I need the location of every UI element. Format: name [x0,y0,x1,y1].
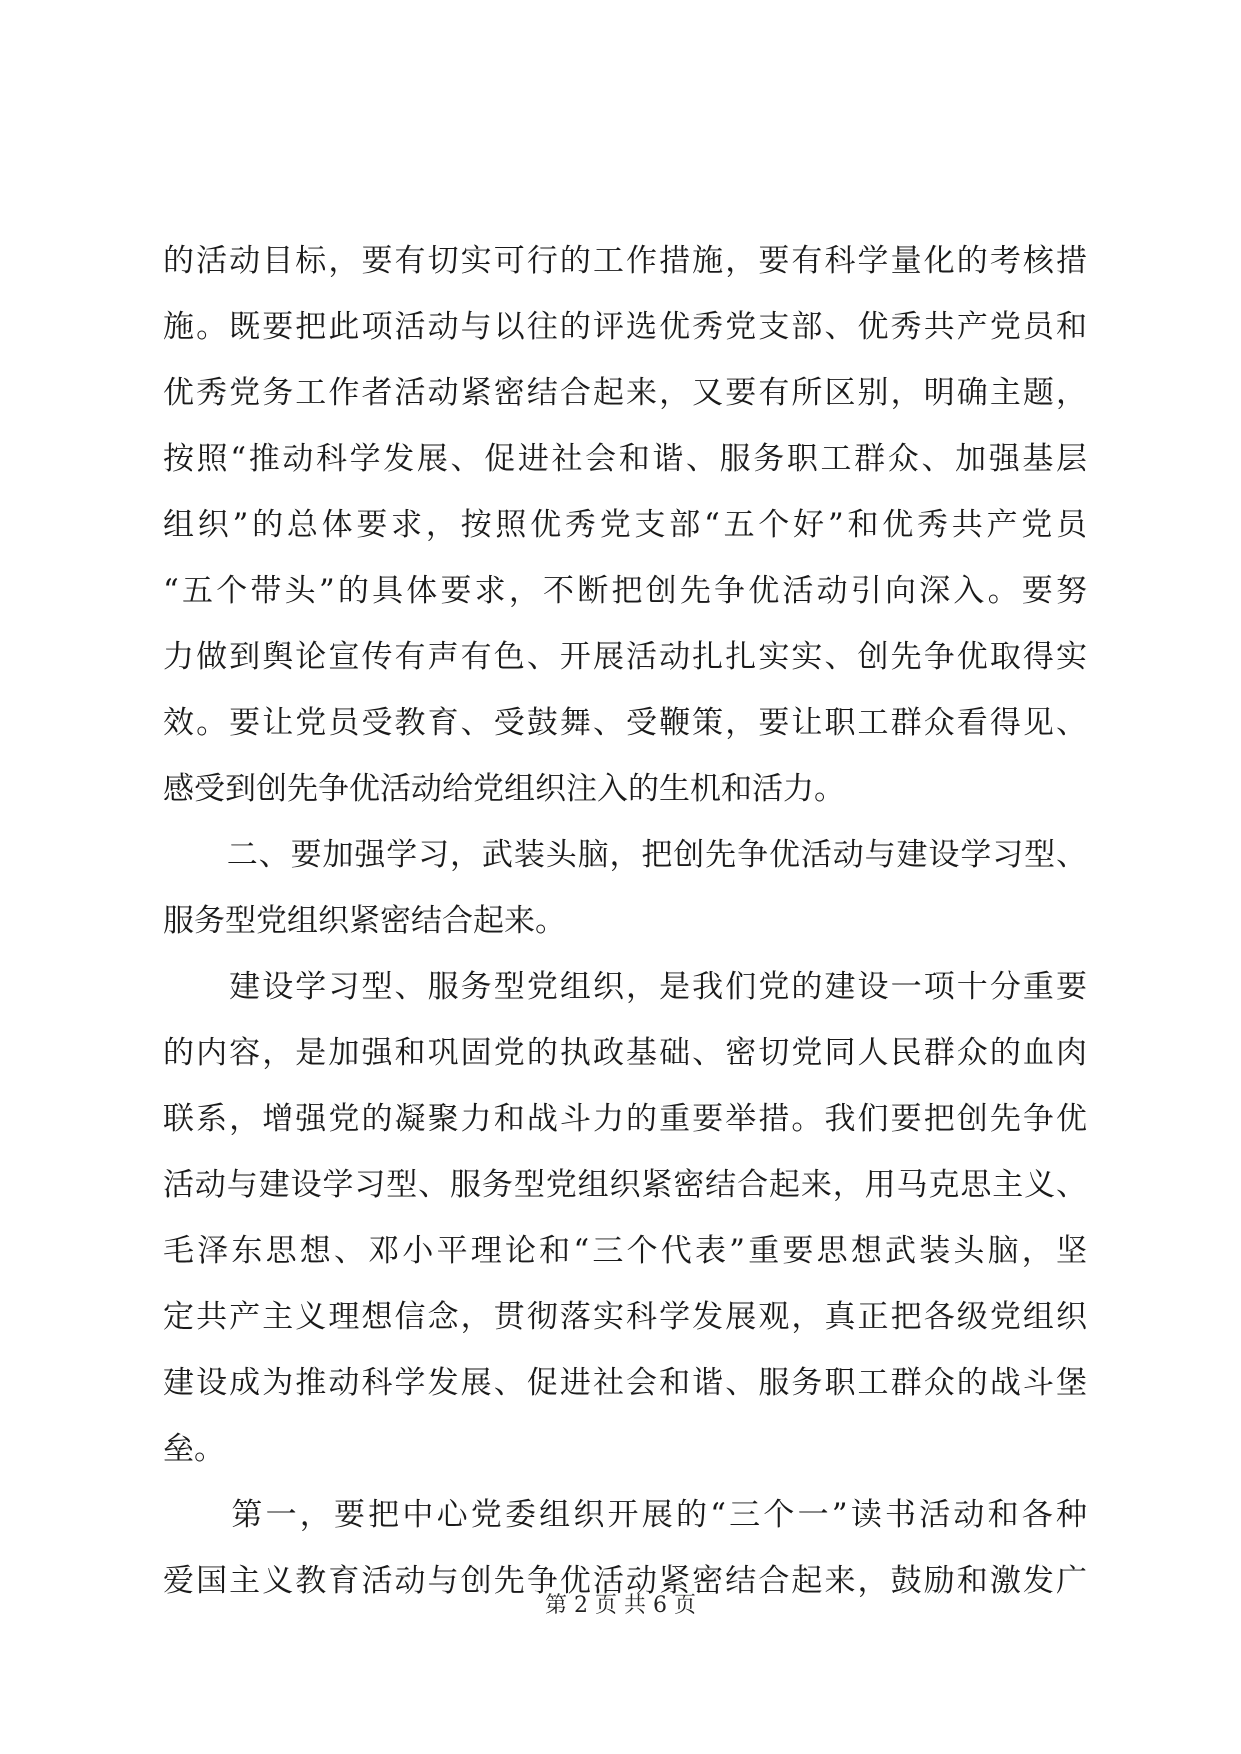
text-line: 建设成为推动科学发展、促进社会和谐、服务职工群众的战斗堡 [163,1365,1087,1401]
text-line: 的活动目标，要有切实可行的工作措施，要有科学量化的考核措 [163,243,1087,279]
text-line: 服务型党组织紧密结合起来。 [163,903,566,939]
body-text [163,228,1087,1614]
text-line: 按照“推动科学发展、促进社会和谐、服务职工群众、加强基层 [163,441,1087,477]
text-line: 定共产主义理想信念，贯彻落实科学发展观，真正把各级党组织 [163,1299,1087,1335]
text-line: 建设学习型、服务型党组织，是我们党的建设一项十分重要 [163,969,1087,1005]
text-line: 优秀党务工作者活动紧密结合起来，又要有所区别，明确主题， [163,375,1087,411]
text-line: 的内容，是加强和巩固党的执政基础、密切党同人民群众的血肉 [163,1035,1087,1071]
text-line: 感受到创先争优活动给党组织注入的生机和活力。 [163,771,845,807]
text-line: 毛泽东思想、邓小平理论和“三个代表”重要思想武装头脑，坚 [163,1233,1087,1269]
text-line: 第一，要把中心党委组织开展的“三个一”读书活动和各种 [163,1497,1087,1533]
text-line: 效。要让党员受教育、受鼓舞、受鞭策，要让职工群众看得见、 [163,705,1087,741]
text-line: “五个带头”的具体要求，不断把创先争优活动引向深入。要努 [163,573,1087,609]
text-line: 垒。 [163,1431,225,1467]
text-line: 力做到舆论宣传有声有色、开展活动扎扎实实、创先争优取得实 [163,639,1087,675]
text-line: 联系，增强党的凝聚力和战斗力的重要举措。我们要把创先争优 [163,1101,1087,1137]
text-line: 组织”的总体要求，按照优秀党支部“五个好”和优秀共产党员 [163,507,1087,543]
text-line: 活动与建设学习型、服务型党组织紧密结合起来，用马克思主义、 [163,1167,1087,1203]
page-footer: 第 2 页 共 6 页 [545,1593,696,1618]
text-line: 施。既要把此项活动与以往的评选优秀党支部、优秀共产党员和 [163,309,1087,345]
text-line: 爱国主义教育活动与创先争优活动紧密结合起来，鼓励和激发广 [163,1563,1087,1599]
text-line: 二、要加强学习，武装头脑，把创先争优活动与建设学习型、 [163,837,1087,873]
